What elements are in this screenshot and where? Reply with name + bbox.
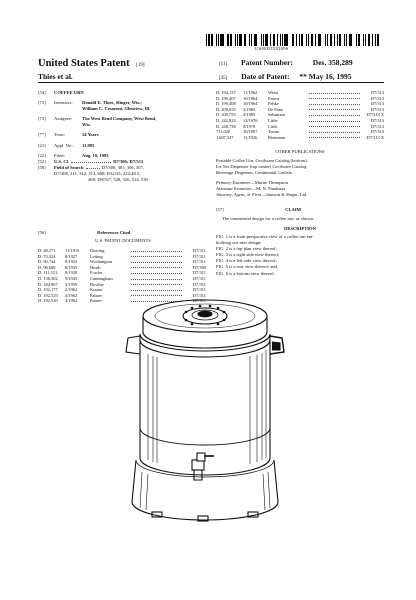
filed-row: [22] Filed: Aug. 19, 1993 [38,152,109,158]
left-handle [126,336,140,354]
barcode-bar [315,34,316,46]
bib-block [38,90,208,183]
reference-no: D. 192,177 [38,287,58,293]
leader-dots [309,101,360,105]
barcode-bar [334,34,335,46]
reference-name: Worthington [90,259,113,265]
leader-dots [131,276,182,280]
barcode-number: US00D358289S [255,46,289,51]
barcode-bar [308,34,309,46]
reference-cl: D7/313 [370,101,384,107]
reference-date: 8/1935 [65,264,78,270]
barcode-bar [306,34,307,46]
reference-date: 10/1964 [243,101,258,107]
date-line [219,72,352,81]
leader-dots [131,282,182,286]
leader-dots [131,265,182,269]
barcode-bar [237,34,238,46]
reference-date: 8/1927 [65,253,78,259]
leader-dots [309,96,360,100]
reference-name: Little [268,117,278,123]
reference-name: Krause [90,287,103,293]
uscl-row: [52] U.S. Cl. D7/306; D7/313 [38,158,144,164]
reference-no: D. 192,530 [38,298,58,304]
term-row: [**] Term: 14 Years [38,132,99,138]
reference-cl: D7/311 [192,248,206,253]
reference-no: D. 200,755 [216,112,236,118]
barcode-bar [363,34,364,46]
reference-no: D. 200,655 [216,106,236,112]
barcode-bar [249,34,250,46]
reference-date: 12/1976 [243,117,258,123]
reference-date: 9/1943 [65,275,78,281]
reference-cl: D7/311 [192,253,206,259]
leader-dots [131,248,182,252]
primary-examiner: Primary Examiner—Martie Thompson [216,180,288,185]
reference-no: 711,020 [216,129,231,135]
reference-no: D. 248,738 [216,123,236,129]
reference-date: 4/1962 [65,292,78,298]
barcode-bar [270,34,271,46]
reference-row [216,135,384,141]
reference-name: Tetum [268,129,280,135]
pub-line: Beverage Dispenser, Continental Carlisle. [216,170,293,176]
reference-name: Paister [90,292,102,298]
leader-dots [309,107,360,111]
reference-date: 8/1978 [243,123,256,129]
field-row: [58] Field of Search D7/300, 305, 306, 307, [38,164,145,170]
barcode-bar [372,34,373,46]
other-pubs-heading: OTHER PUBLICATIONS [275,149,325,154]
patent-number-code: [11] [219,62,228,67]
reference-cl: D7/313 [370,106,384,112]
patent-barcode [206,34,382,46]
barcode-bar [339,34,341,46]
barcode-bar [365,34,366,46]
barcode-bar [318,34,322,46]
assistant-examiner: Assistant Examiner—M. N. Panduzzi [216,186,286,192]
description-text [216,234,384,277]
other-pubs [216,158,384,176]
reference-date: 9/1933 [65,259,78,265]
reference-cl: D7/313 [370,95,384,101]
patent-number: Des. 358,289 [312,58,353,67]
barcode-bar [375,34,376,46]
barcode-bar [235,34,236,46]
reference-no: D. 199,407 [216,95,236,101]
reference-no: D. 96,608 [38,264,56,270]
barcode-bar [261,34,262,46]
barcode-bar [330,34,332,46]
coffee-urn-drawing [100,288,330,528]
reference-date: 11/1926 [243,134,258,140]
barcode-bar [325,34,326,46]
title-row: [54] COFFEE URN [38,90,84,95]
patent-number-line [219,58,353,67]
document-title [38,58,145,69]
barcode-bar [358,34,360,46]
reference-no: D. 242,824 [216,117,236,123]
barcode-bar [301,34,303,46]
barcode-bar [227,34,228,46]
inventors-row-2: William C. Cesaroni, Glenview, Ill. [82,106,151,112]
title-text: United States Patent [38,58,130,69]
assignee-row: [73] Assignee: The West Bend Company, West Bend, [38,116,157,122]
reference-name: Paister [90,298,102,304]
barcode-bar [349,34,353,46]
reference-name: Cunningham [90,275,113,281]
reference-date: 11/1915 [65,248,80,253]
barcode-bar [251,34,252,46]
description-line: FIG. 6 is a bottom view thereof. [216,270,275,276]
reference-no: D. 184,907 [38,281,58,287]
reference-name: Little [268,123,278,129]
leader-dots [309,90,360,94]
pub-line: Portable Coffee Urn, Cecilware Catalog (bottom). [216,158,308,163]
reference-name: De Fano [268,106,283,112]
barcode-bar [356,34,357,46]
reference-name: Riemman [268,134,286,140]
field-row-3: 468; D9/527, 528, 526, 524, 530 [88,177,148,183]
title-ref-code: [19] [136,63,145,68]
header-rule [38,82,384,83]
description-line: FIG. 1 is a front perspective view of a coffee urn em- [216,234,314,239]
claim-text: The ornamental design for a coffee urn, as shown. [222,216,315,221]
reference-name: Bowlby [90,281,104,287]
reference-name: Weiss [268,90,279,95]
date-value: ** May 16, 1995 [299,72,352,81]
field-row-2: D7/308, 311, 312, 313, 608; D32/35; 222/48.5, [54,170,141,176]
reference-cl: D7/311 [192,292,206,298]
leader-dots [309,112,360,116]
reference-cl: D7/311 [192,259,206,265]
barcode-bar [265,34,267,46]
barcode-bar [211,34,213,46]
reference-date: 9/1938 [65,270,78,276]
description-line: FIG. 2 is a top plan view thereof; [216,246,277,252]
reference-no: D. 194,137 [216,90,236,95]
reference-cl: D7/311 [192,270,206,276]
reference-cl: D7/311 [192,298,206,304]
barcode-bar [299,34,300,46]
barcode-bar [368,34,370,46]
leader-dots [309,118,360,122]
reference-no: D. 192,529 [38,292,58,298]
date-code: [45] [219,76,228,81]
description-line: bodying our new design; [216,240,262,246]
reference-date: 4/1965 [243,112,256,118]
references-heading: [56] References Cited [38,230,131,235]
reference-date: 3/1959 [65,281,78,287]
barcode-bar [273,34,275,46]
reference-cl: D7/311 [192,275,206,281]
reference-cl: D7/311 [192,281,206,287]
barcode-bar [346,34,347,46]
barcode-bar [208,34,209,46]
barcode-bar [337,34,338,46]
leader-dots [309,124,360,128]
reference-cl: D7/313 X [366,112,384,118]
reference-date: 10/1964 [243,95,258,101]
reference-name: Leiting [90,253,103,259]
barcode-bar [327,34,328,46]
barcode-bar [377,34,379,46]
claim-heading: [57] CLAIM [216,207,301,212]
assignee-row-2: Wis. [82,122,91,128]
references-right-list [216,90,384,140]
inventors-row: [75] Inventors: Donald E. Thies, Slinger, Wis.; [38,100,142,106]
attorney: Attorney, Agent, or Firm—Jansson & Shupe, Ltd. [216,192,308,198]
leader-dots [309,129,360,133]
reference-cl: D7/311 [192,287,206,293]
reference-date: 10/1907 [243,129,258,135]
description-line: FIG. 5 is a rear view thereof; and, [216,264,279,270]
reference-name: Heath [90,264,101,270]
barcode-bar [218,34,219,46]
reference-no: D. 73,324 [38,253,56,259]
barcode-bar [263,34,264,46]
barcode-bar [277,34,278,46]
barcode-bar [206,34,207,46]
reference-no: D. 90,744 [38,259,56,265]
barcode-bar [239,34,241,46]
reference-cl: D7/313 [370,129,384,135]
barcode-bar [311,34,313,46]
reference-cl: D7/313 [370,123,384,129]
reference-name: Doering [90,248,105,253]
barcode-bar [296,34,297,46]
reference-no: D. 136,302 [38,275,58,281]
leader-dots [131,254,182,258]
barcode-bar [292,34,294,46]
barcode-bar [344,34,345,46]
reference-no: D. 48,171 [38,248,56,253]
description-heading: DESCRIPTION [284,226,316,231]
examiners [216,180,384,198]
leader-dots [309,135,360,139]
reference-cl: D7/313 X [366,134,384,140]
leader-dots [131,270,182,274]
description-line: FIG. 4 is a left side view thereof; [216,258,277,264]
reference-date: 2/1962 [65,287,78,293]
pub-line: Ice Tea Dispenser (top center) Cecilware Catalog. [216,164,308,170]
reference-no: D. 199,408 [216,101,236,107]
reference-cl: D7/309 [192,264,206,270]
appl-row: [21] Appl. No.: 11,985 [38,142,95,148]
reference-cl: D7/313 [370,117,384,123]
reference-date: 11/1962 [243,90,258,95]
reference-no: 1,607,547 [216,134,234,140]
patent-number-label: Patent Number: [241,58,293,67]
description-line: FIG. 3 is a right side view thereof; [216,252,280,258]
reference-cl: D7/313 [370,90,384,95]
barcode-bar [230,34,232,46]
barcode-bar [220,34,224,46]
reference-name: Fowler [90,270,103,276]
reference-date: 3/1965 [243,106,256,112]
barcode-bar [284,34,288,46]
reference-no: D. 111,151 [38,270,58,276]
date-label: Date of Patent: [241,72,290,81]
barcode-bar [282,34,283,46]
reference-name: Fehke [268,101,279,107]
reference-name: Ernest [268,95,280,101]
barcode-bar [254,34,258,46]
barcode-bar [280,34,281,46]
barcode-bar [244,34,246,46]
reference-name: Sebastian [268,112,285,118]
leader-dots [131,259,182,263]
reference-date: 4/1962 [65,298,78,304]
us-patent-docs-heading: U.S. PATENT DOCUMENTS [95,238,151,243]
inventor-short: Thies et al. [38,72,73,81]
barcode-bar [216,34,217,46]
